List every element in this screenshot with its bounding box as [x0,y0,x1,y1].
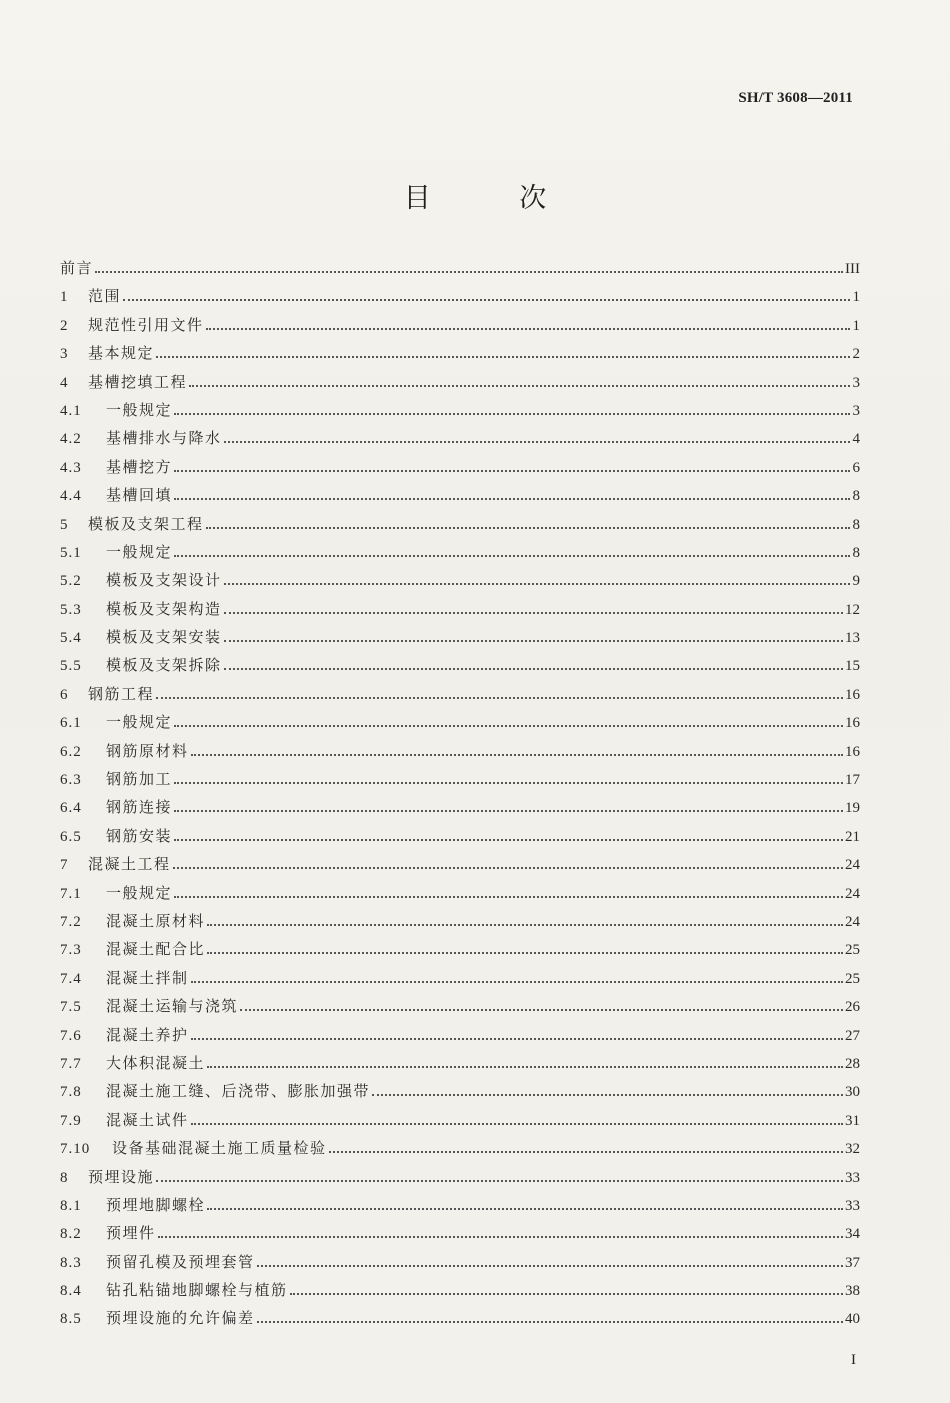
toc-entry-number: 6.4 [60,800,82,817]
toc-leader-dots [207,1066,843,1068]
toc-entry-page: 33 [845,1169,860,1186]
toc-leader-dots [158,1236,843,1238]
toc-entry-number: 8.3 [60,1254,82,1271]
toc-entry-label: 一般规定 [106,542,173,561]
toc-entry[interactable] [60,1080,860,1108]
toc-leader-dots [191,981,843,983]
toc-entry-page: 24 [845,913,860,930]
toc-entry[interactable] [60,853,860,881]
toc-entry[interactable] [60,513,860,541]
toc-leader-dots [207,924,843,926]
toc-leader-dots [189,385,850,387]
toc-leader-dots [224,668,843,670]
toc-entry-number: 1 [60,289,69,306]
toc-entry-label: 模板及支架工程 [88,514,204,533]
table-of-contents [60,257,860,1336]
toc-entry[interactable] [60,1166,860,1194]
toc-leader-dots [156,356,850,358]
toc-entry-label: 预埋设施 [88,1167,155,1186]
toc-leader-dots [174,896,843,898]
toc-entry[interactable] [60,1307,860,1335]
toc-entry[interactable] [60,541,860,569]
toc-entry-label: 混凝土运输与浇筑 [106,997,239,1016]
toc-entry-page: 16 [845,715,860,732]
toc-entry[interactable] [60,1052,860,1080]
toc-entry[interactable] [60,938,860,966]
toc-entry-label: 混凝土原材料 [106,911,206,930]
toc-entry-page: 15 [845,658,860,675]
toc-entry-number: 8.1 [60,1197,82,1214]
toc-entry[interactable] [60,967,860,995]
toc-entry-page: 30 [845,1084,860,1101]
toc-entry-label: 基槽挖方 [106,457,173,476]
toc-entry-number: 6.1 [60,715,82,732]
toc-entry[interactable] [60,1024,860,1052]
toc-entry-page: 40 [845,1311,860,1328]
toc-entry-number: 5.5 [60,658,82,675]
toc-entry-number: 4.3 [60,459,82,476]
toc-leader-dots [174,470,850,472]
toc-entry-label: 模板及支架拆除 [106,656,222,675]
toc-entry-label: 混凝土拌制 [106,968,189,987]
toc-entry[interactable] [60,456,860,484]
toc-entry-label: 钢筋加工 [106,770,173,789]
toc-entry-number: 6.5 [60,828,82,845]
toc-entry-number: 7.9 [60,1112,82,1129]
toc-entry-label: 一般规定 [106,883,173,902]
toc-entry-page: 3 [852,374,860,391]
toc-entry-page: III [845,261,860,277]
toc-entry-page: 34 [845,1226,860,1243]
toc-entry-page: 1 [852,289,860,306]
toc-entry[interactable] [60,314,860,342]
toc-leader-dots [372,1094,843,1096]
toc-entry[interactable] [60,285,860,313]
toc-entry-number: 7 [60,857,69,874]
toc-entry-page: 21 [845,828,860,845]
toc-entry-number: 8.2 [60,1226,82,1243]
toc-entry-page: 2 [852,346,860,363]
toc-entry-page: 12 [845,601,860,618]
toc-entry-page: 24 [845,885,860,902]
toc-entry-number: 4.1 [60,402,82,419]
toc-entry-label: 范围 [88,287,122,306]
toc-entry[interactable] [60,711,860,739]
toc-entry-label: 预埋地脚螺栓 [106,1195,206,1214]
toc-entry[interactable] [60,1109,860,1137]
toc-entry-label: 模板及支架设计 [106,571,222,590]
toc-entry-number: 7.10 [60,1141,91,1158]
toc-entry[interactable] [60,399,860,427]
toc-entry-number: 6 [60,686,69,703]
toc-entry-label: 混凝土养护 [106,1025,189,1044]
toc-entry-label: 一般规定 [106,400,173,419]
toc-entry-label: 预留孔模及预埋套管 [106,1252,255,1271]
toc-entry-page: 37 [845,1254,860,1271]
toc-entry[interactable] [60,683,860,711]
toc-entry-page: 38 [845,1283,860,1300]
toc-entry-number: 5.2 [60,573,82,590]
toc-entry-number: 2 [60,317,69,334]
toc-entry-label: 一般规定 [106,713,173,732]
toc-entry-number: 8.4 [60,1283,82,1300]
toc-entry-page: 13 [845,630,860,647]
toc-entry-number: 8.5 [60,1311,82,1328]
toc-leader-dots [290,1293,843,1295]
toc-leader-dots [207,1208,843,1210]
toc-entry[interactable] [60,768,860,796]
toc-leader-dots [156,697,843,699]
toc-entry-label: 钢筋连接 [106,798,173,817]
toc-leader-dots [174,555,850,557]
toc-entry-number: 4.4 [60,488,82,505]
toc-leader-dots [240,1009,843,1011]
toc-entry[interactable] [60,427,860,455]
toc-entry-number: 4 [60,374,69,391]
toc-leader-dots [206,328,850,330]
toc-leader-dots [224,583,850,585]
toc-entry-label: 大体积混凝土 [106,1053,206,1072]
toc-entry[interactable] [60,882,860,910]
toc-entry[interactable] [60,342,860,370]
toc-entry-number: 7.2 [60,913,82,930]
toc-leader-dots [174,498,850,500]
toc-leader-dots [206,527,850,529]
toc-leader-dots [329,1151,843,1153]
toc-entry-page: 1 [852,317,860,334]
toc-entry-number: 5.3 [60,601,82,618]
toc-entry[interactable] [60,1194,860,1222]
toc-entry-label: 钢筋安装 [106,826,173,845]
toc-leader-dots [123,299,850,301]
toc-entry-page: 17 [845,772,860,789]
toc-leader-dots [224,640,843,642]
toc-entry[interactable] [60,598,860,626]
toc-entry-label: 钢筋工程 [88,684,155,703]
toc-leader-dots [207,952,843,954]
toc-entry-number: 5 [60,516,69,533]
toc-entry[interactable] [60,626,860,654]
toc-entry-label: 基槽挖填工程 [88,372,188,391]
toc-entry-number: 5.4 [60,630,82,647]
toc-entry-number: 7.1 [60,885,82,902]
toc-leader-dots [191,754,843,756]
toc-entry-number: 7.3 [60,942,82,959]
toc-entry-page: 24 [845,857,860,874]
toc-entry-label: 基槽回填 [106,486,173,505]
toc-entry-number: 7.8 [60,1084,82,1101]
toc-entry-page: 19 [845,800,860,817]
toc-entry-label: 混凝土试件 [106,1110,189,1129]
toc-entry-page: 33 [845,1197,860,1214]
toc-leader-dots [191,1038,843,1040]
toc-entry-page: 9 [852,573,860,590]
toc-entry-label: 模板及支架安装 [106,628,222,647]
toc-leader-dots [173,867,843,869]
toc-entry[interactable] [60,484,860,512]
toc-entry[interactable] [60,1137,860,1165]
toc-leader-dots [174,725,843,727]
toc-entry-label: 模板及支架构造 [106,599,222,618]
toc-entry-label: 预埋件 [106,1224,156,1243]
toc-entry-number: 7.5 [60,999,82,1016]
toc-entry-page: 28 [845,1055,860,1072]
toc-leader-dots [174,839,843,841]
toc-entry[interactable] [60,740,860,768]
toc-entry-label: 混凝土工程 [88,855,171,874]
toc-leader-dots [224,612,843,614]
toc-entry[interactable] [60,569,860,597]
toc-entry[interactable] [60,1222,860,1250]
toc-entry[interactable] [60,257,860,285]
toc-entry-page: 16 [845,686,860,703]
toc-entry-label: 钢筋原材料 [106,741,189,760]
toc-leader-dots [174,413,850,415]
toc-entry-page: 8 [852,516,860,533]
toc-leader-dots [257,1321,843,1323]
toc-entry-number: 6.2 [60,743,82,760]
toc-entry-label: 规范性引用文件 [88,315,204,334]
toc-entry-label: 混凝土施工缝、后浇带、膨胀加强带 [106,1082,371,1101]
toc-leader-dots [174,782,843,784]
toc-entry-label: 混凝土配合比 [106,940,206,959]
toc-entry[interactable] [60,1251,860,1279]
toc-entry-label: 基槽排水与降水 [106,429,222,448]
toc-entry[interactable] [60,1279,860,1307]
toc-entry-page: 32 [845,1141,860,1158]
toc-entry-number: 7.6 [60,1027,82,1044]
toc-leader-dots [95,271,843,273]
toc-leader-dots [174,810,843,812]
toc-leader-dots [257,1265,843,1267]
toc-entry-label: 前言 [60,259,94,277]
toc-entry-number: 7.4 [60,970,82,987]
toc-leader-dots [156,1180,843,1182]
toc-entry[interactable] [60,995,860,1023]
toc-entry[interactable] [60,371,860,399]
toc-entry-number: 4.2 [60,431,82,448]
toc-entry-number: 5.1 [60,544,82,561]
toc-entry-page: 25 [845,942,860,959]
toc-entry-label: 基本规定 [88,344,155,363]
toc-entry-page: 3 [852,402,860,419]
toc-entry[interactable] [60,910,860,938]
toc-entry-number: 7.7 [60,1055,82,1072]
toc-entry[interactable] [60,796,860,824]
toc-entry-page: 25 [845,970,860,987]
toc-entry-number: 8 [60,1169,69,1186]
toc-entry-page: 16 [845,743,860,760]
toc-entry[interactable] [60,654,860,682]
toc-entry-page: 4 [852,431,860,448]
toc-leader-dots [224,441,850,443]
toc-entry-page: 26 [845,999,860,1016]
toc-entry-label: 设备基础混凝土施工质量检验 [112,1139,327,1158]
toc-entry[interactable] [60,825,860,853]
toc-entry-label: 预埋设施的允许偏差 [106,1309,255,1328]
toc-title: 目 次 [403,183,587,214]
toc-entry-page: 6 [852,459,860,476]
toc-entry-page: 8 [852,544,860,561]
toc-entry-page: 27 [845,1027,860,1044]
page-number: I [851,1352,856,1368]
document-code: SH/T 3608—2011 [738,90,853,106]
toc-entry-number: 3 [60,346,69,363]
toc-entry-page: 31 [845,1112,860,1129]
toc-entry-page: 8 [852,488,860,505]
toc-leader-dots [191,1123,843,1125]
toc-entry-label: 钻孔粘锚地脚螺栓与植筋 [106,1281,288,1300]
toc-entry-number: 6.3 [60,772,82,789]
